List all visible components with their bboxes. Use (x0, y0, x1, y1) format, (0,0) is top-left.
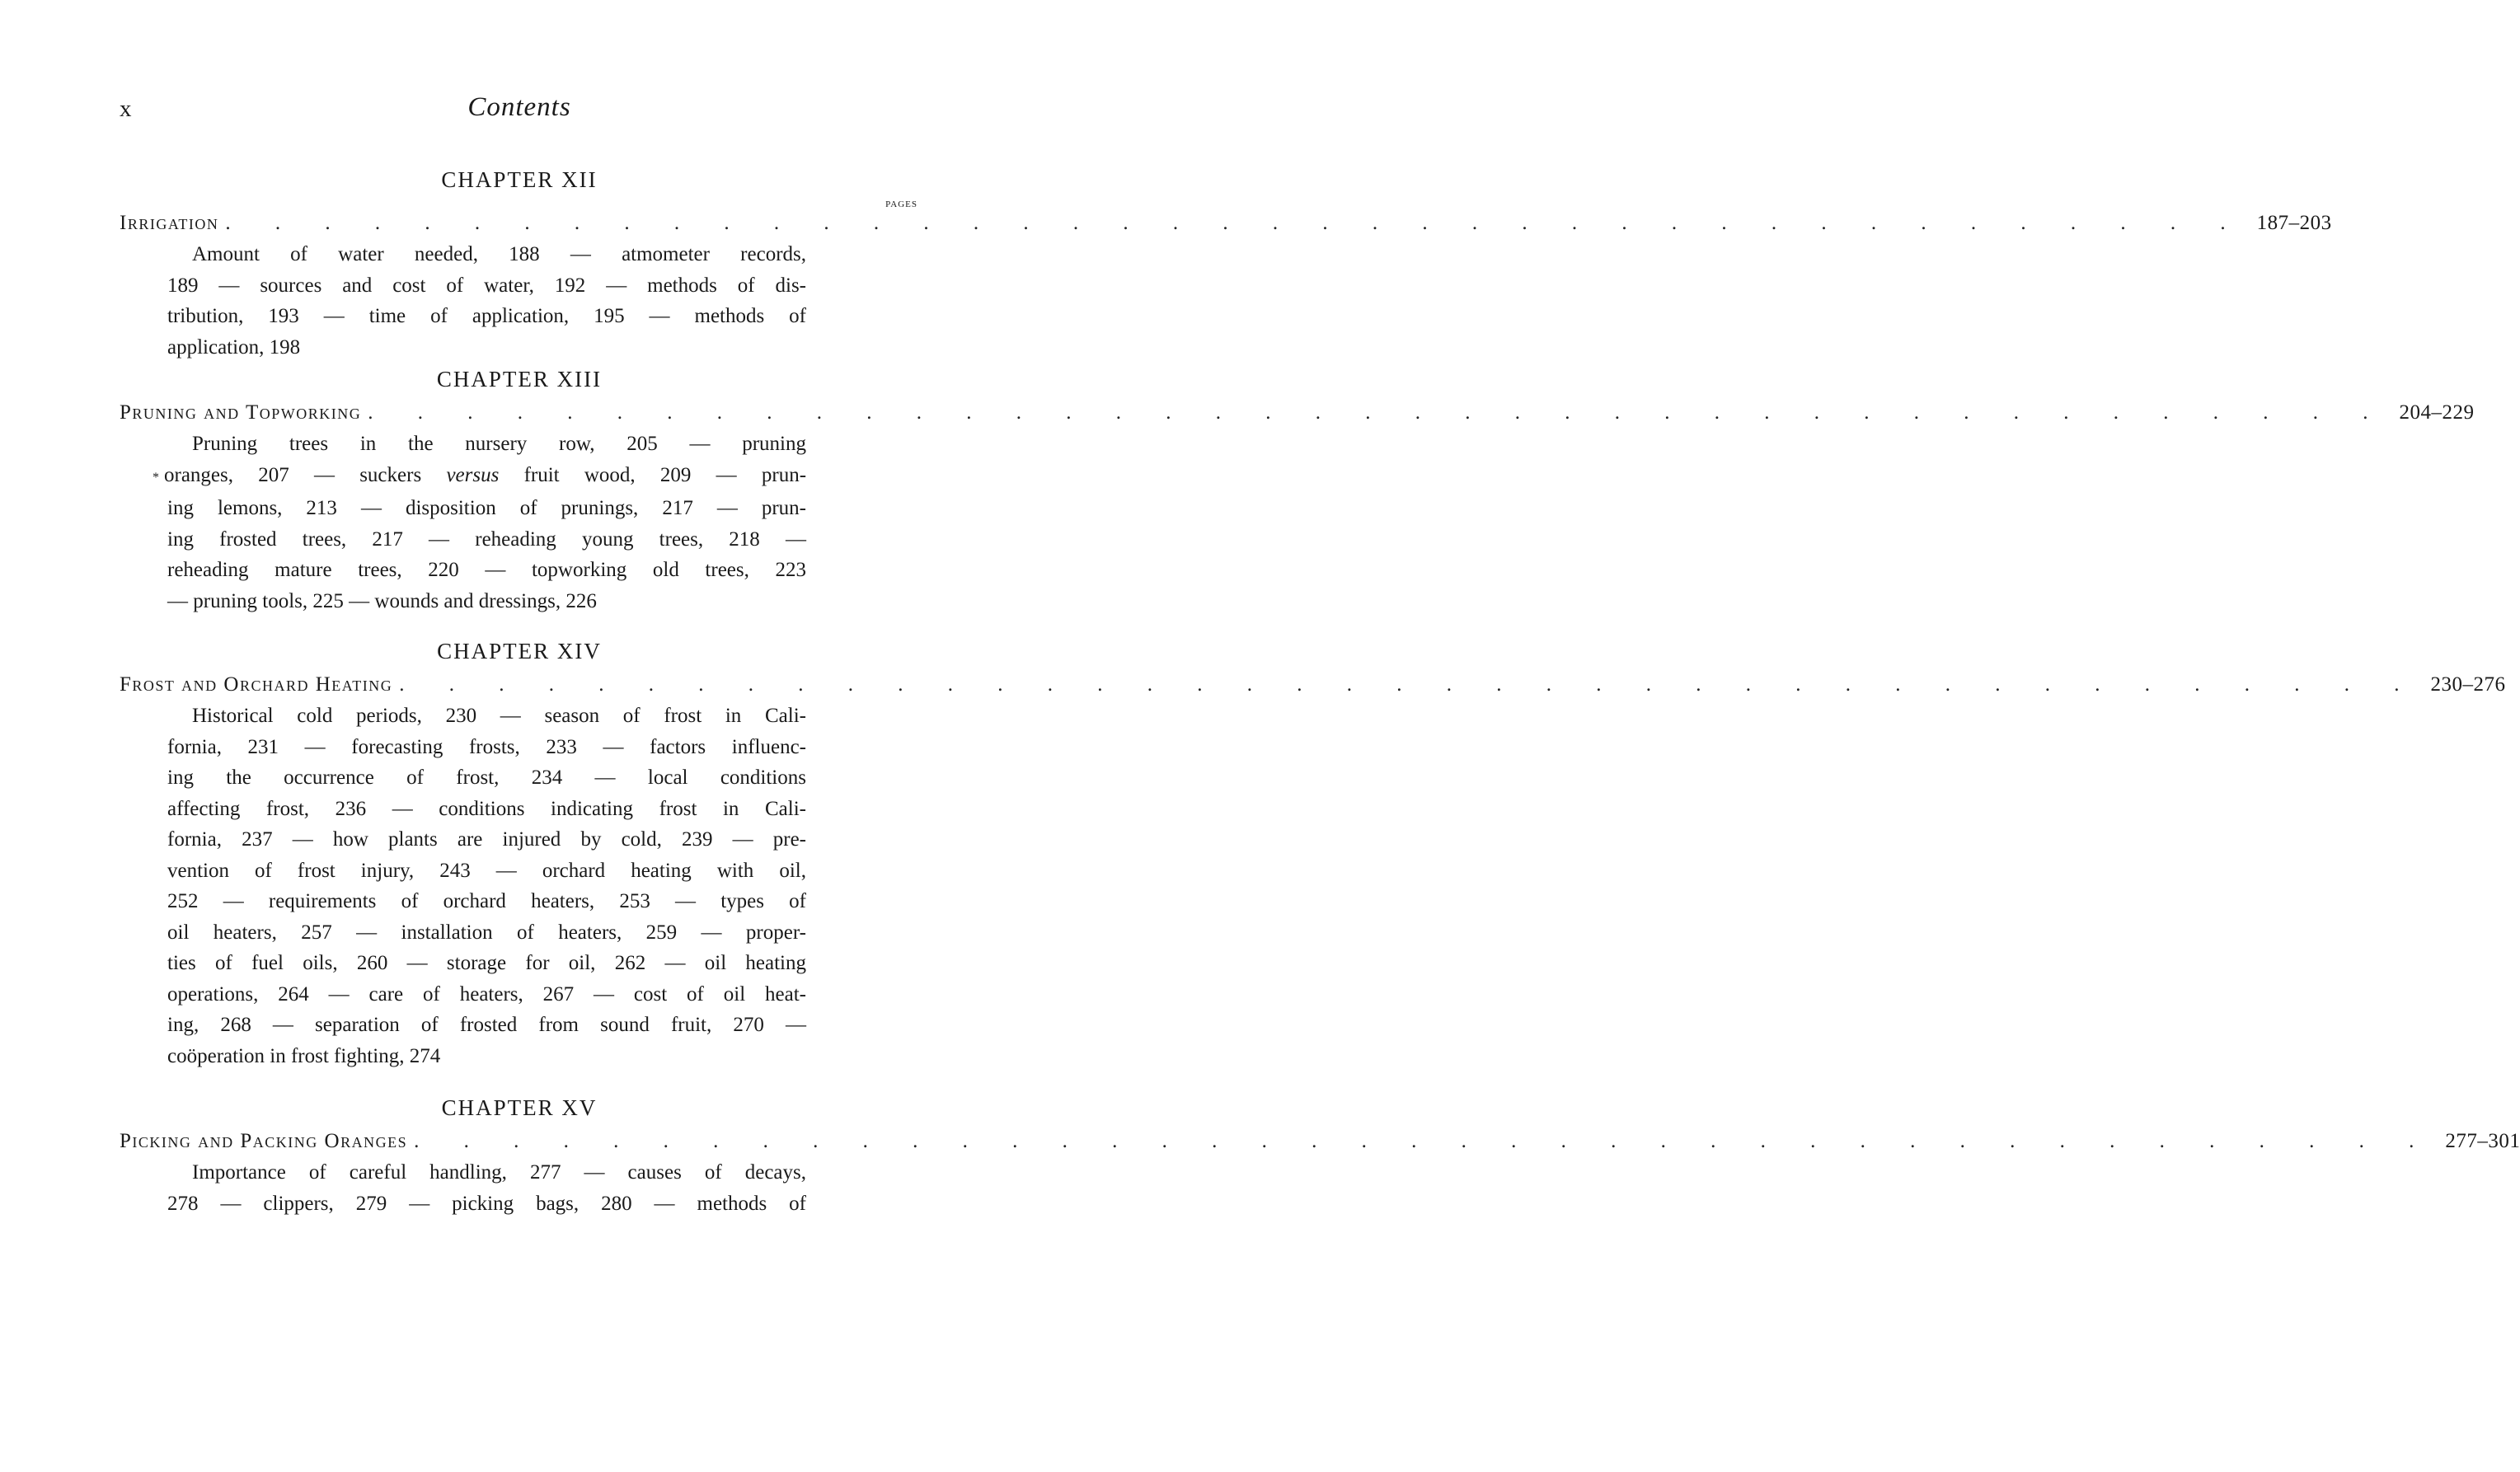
summary-line (153, 460, 807, 494)
page-range: 277–301 (2445, 1130, 2520, 1152)
chapter-title: Pruning and Topworking (120, 401, 362, 424)
chapter-xii (120, 165, 2332, 363)
page-folio: x (120, 96, 133, 122)
chapter-summary (167, 1157, 806, 1219)
chapter-title: Irrigation (120, 212, 219, 234)
dot-leader: . . . . . . . . . . . . . . . . . . . . . . . . . . . . . . . . . . . . . . . . . (368, 401, 2388, 424)
chapter-summary (167, 239, 806, 363)
summary-line: affecting frost, 236 — conditions indicating frost in Cali- (167, 797, 806, 820)
chapter-heading: CHAPTER XIII (436, 367, 603, 391)
summary-line: 278 — clippers, 279 — picking bags, 280 — methods of (167, 1192, 806, 1215)
toc-entry-irrigation (120, 209, 2332, 237)
summary-line: operations, 264 — care of heaters, 267 — cost of oil heat- (167, 982, 806, 1006)
dot-leader: . . . . . . . . . . . . . . . . . . . . . . . . . . . . . . . . . . . . . . . . . (399, 673, 2419, 696)
summary-line: ing the occurrence of frost, 234 — local conditions (167, 766, 806, 789)
summary-italic-word: versus (446, 463, 500, 486)
chapter-title: Picking and Packing Oranges (120, 1130, 408, 1152)
summary-line: 189 — sources and cost of water, 192 — methods of dis- (167, 274, 806, 297)
summary-text: fruit wood, 209 — prun- (523, 463, 807, 486)
summary-line: vention of frost injury, 243 — orchard heating with oil, (167, 859, 806, 882)
page-range: 187–203 (2256, 212, 2332, 234)
chapter-summary (167, 701, 806, 1071)
running-title: Contents (467, 92, 571, 122)
toc-entry-frost (120, 671, 2506, 699)
toc-entry-pruning (120, 399, 2475, 427)
summary-line: Importance of careful handling, 277 — causes of decays, (192, 1161, 806, 1184)
dot-leader: . . . . . . . . . . . . . . . . . . . . . . . . . . . . . . . . . . . . . . . . . (414, 1130, 2434, 1152)
summary-line: ing frosted trees, 217 — reheading young trees, 218 — (167, 527, 806, 551)
summary-line: tribution, 193 — time of application, 195 — methods of (167, 305, 806, 327)
summary-line: ties of fuel oils, 260 — storage for oil, 262 — oil heating (167, 952, 806, 974)
summary-line: fornia, 231 — forecasting frosts, 233 — factors influenc- (167, 735, 806, 758)
summary-line: reheading mature trees, 220 — topworking old trees, 223 (167, 559, 806, 581)
page-range: 204–229 (2399, 401, 2475, 424)
chapter-heading: CHAPTER XIV (437, 639, 602, 663)
running-head (120, 92, 919, 125)
summary-line: fornia, 237 — how plants are injured by cold, 239 — pre- (167, 828, 806, 851)
summary-line: ing lemons, 213 — disposition of prunings, 217 — prun- (167, 497, 806, 519)
table-of-contents (120, 165, 2520, 1219)
summary-line: ing, 268 — separation of frosted from sound fruit, 270 — (167, 1014, 806, 1036)
chapter-summary (153, 429, 807, 616)
summary-line: Historical cold periods, 230 — season of frost in Cali- (192, 705, 806, 727)
marginal-mark: * (153, 470, 159, 485)
chapter-xiv (120, 636, 2506, 1071)
pages-column-label: PAGES (885, 199, 917, 209)
dot-leader: . . . . . . . . . . . . . . . . . . . . . . . . . . . . . . . . . . . . . . . . . (225, 212, 2245, 234)
chapter-heading: CHAPTER XV (441, 1095, 598, 1120)
chapter-heading: CHAPTER XII (441, 167, 598, 192)
summary-line: — pruning tools, 225 — wounds and dressings, 226 (167, 589, 597, 612)
summary-line: coöperation in frost fighting, 274 (167, 1044, 441, 1067)
summary-line: Amount of water needed, 188 — atmometer records, (192, 243, 806, 265)
chapter-title: Frost and Orchard Heating (120, 673, 393, 696)
summary-text: oranges, 207 — suckers (164, 463, 422, 486)
summary-line: application, 198 (167, 335, 301, 359)
chapter-xiii (120, 364, 2475, 616)
summary-line: oil heaters, 257 — installation of heaters, 259 — proper- (167, 921, 806, 944)
chapter-xv (120, 1093, 2520, 1219)
toc-entry-picking (120, 1127, 2520, 1156)
page-range: 230–276 (2430, 673, 2506, 696)
summary-line: 252 — requirements of orchard heaters, 253 — types of (167, 890, 806, 912)
summary-line: Pruning trees in the nursery row, 205 — pruning (192, 433, 806, 455)
